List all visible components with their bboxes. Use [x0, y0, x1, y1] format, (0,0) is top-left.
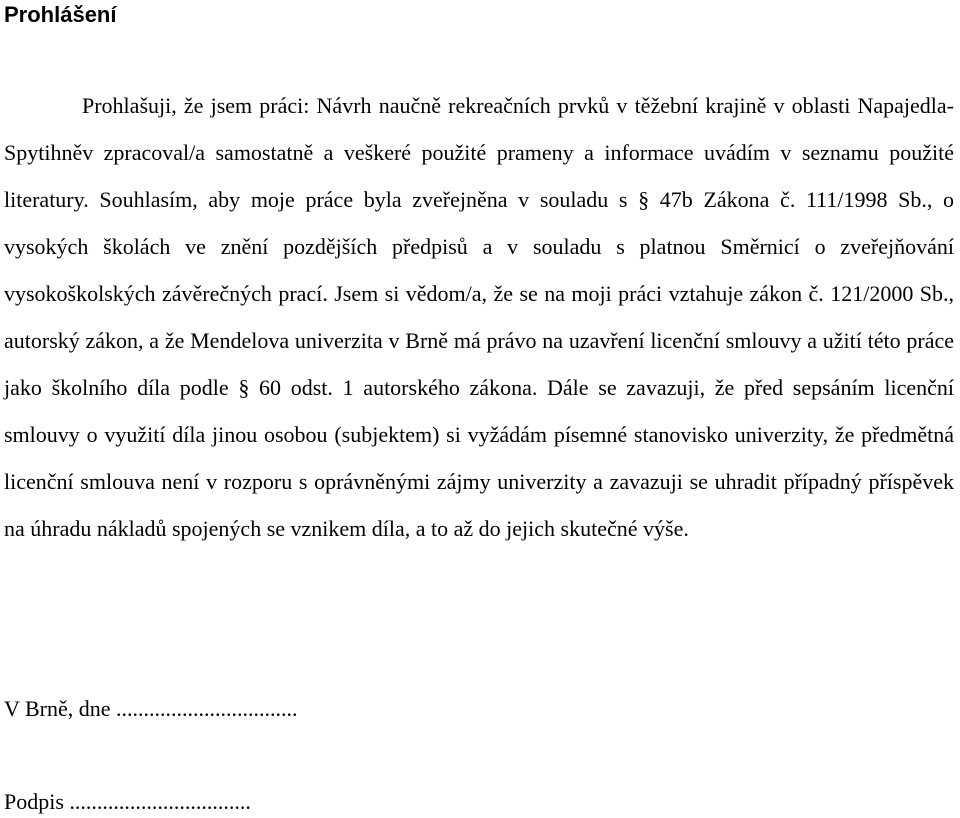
page-title: Prohlášení [4, 2, 117, 27]
place-date-line: V Brně, dne ................................. [4, 696, 298, 721]
signature-line: Podpis ................................. [4, 789, 251, 814]
declaration-text: Prohlašuji, že jsem práci: Návrh naučně rekreačních prvků v těžební krajině v oblasti Napajedla-Spytihněv zpracoval/a samostatně a veškeré použité prameny a informace uvádím v seznamu použité literatury. Souhlasím, aby moje práce byla zveřejněna v souladu s § 47b Zákona č. 111/1998 Sb., o vysokých školách ve znění pozdějších předpisů a v souladu s platnou Směrnicí o zveřejňování vysokoškolských závěrečných prací. Jsem si vědom/a, že se na moji práci vztahuje zákon č. 121/2000 Sb., autorský zákon, a že Mendelova univerzita v Brně má právo na uzavření licenční smlouvy a užití této práce jako školního díla podle § 60 odst. 1 autorského zákona. Dále se zavazuji, že před sepsáním licenční smlouvy o využití díla jinou osobou (subjektem) si vyžádám písemné stanovisko univerzity, že předmětná licenční smlouva není v rozporu s oprávněnými zájmy univerzity a zavazuji se uhradit případný příspěvek na úhradu nákladů spojených se vznikem díla, a to až do jejich skutečné výše. [4, 93, 954, 541]
